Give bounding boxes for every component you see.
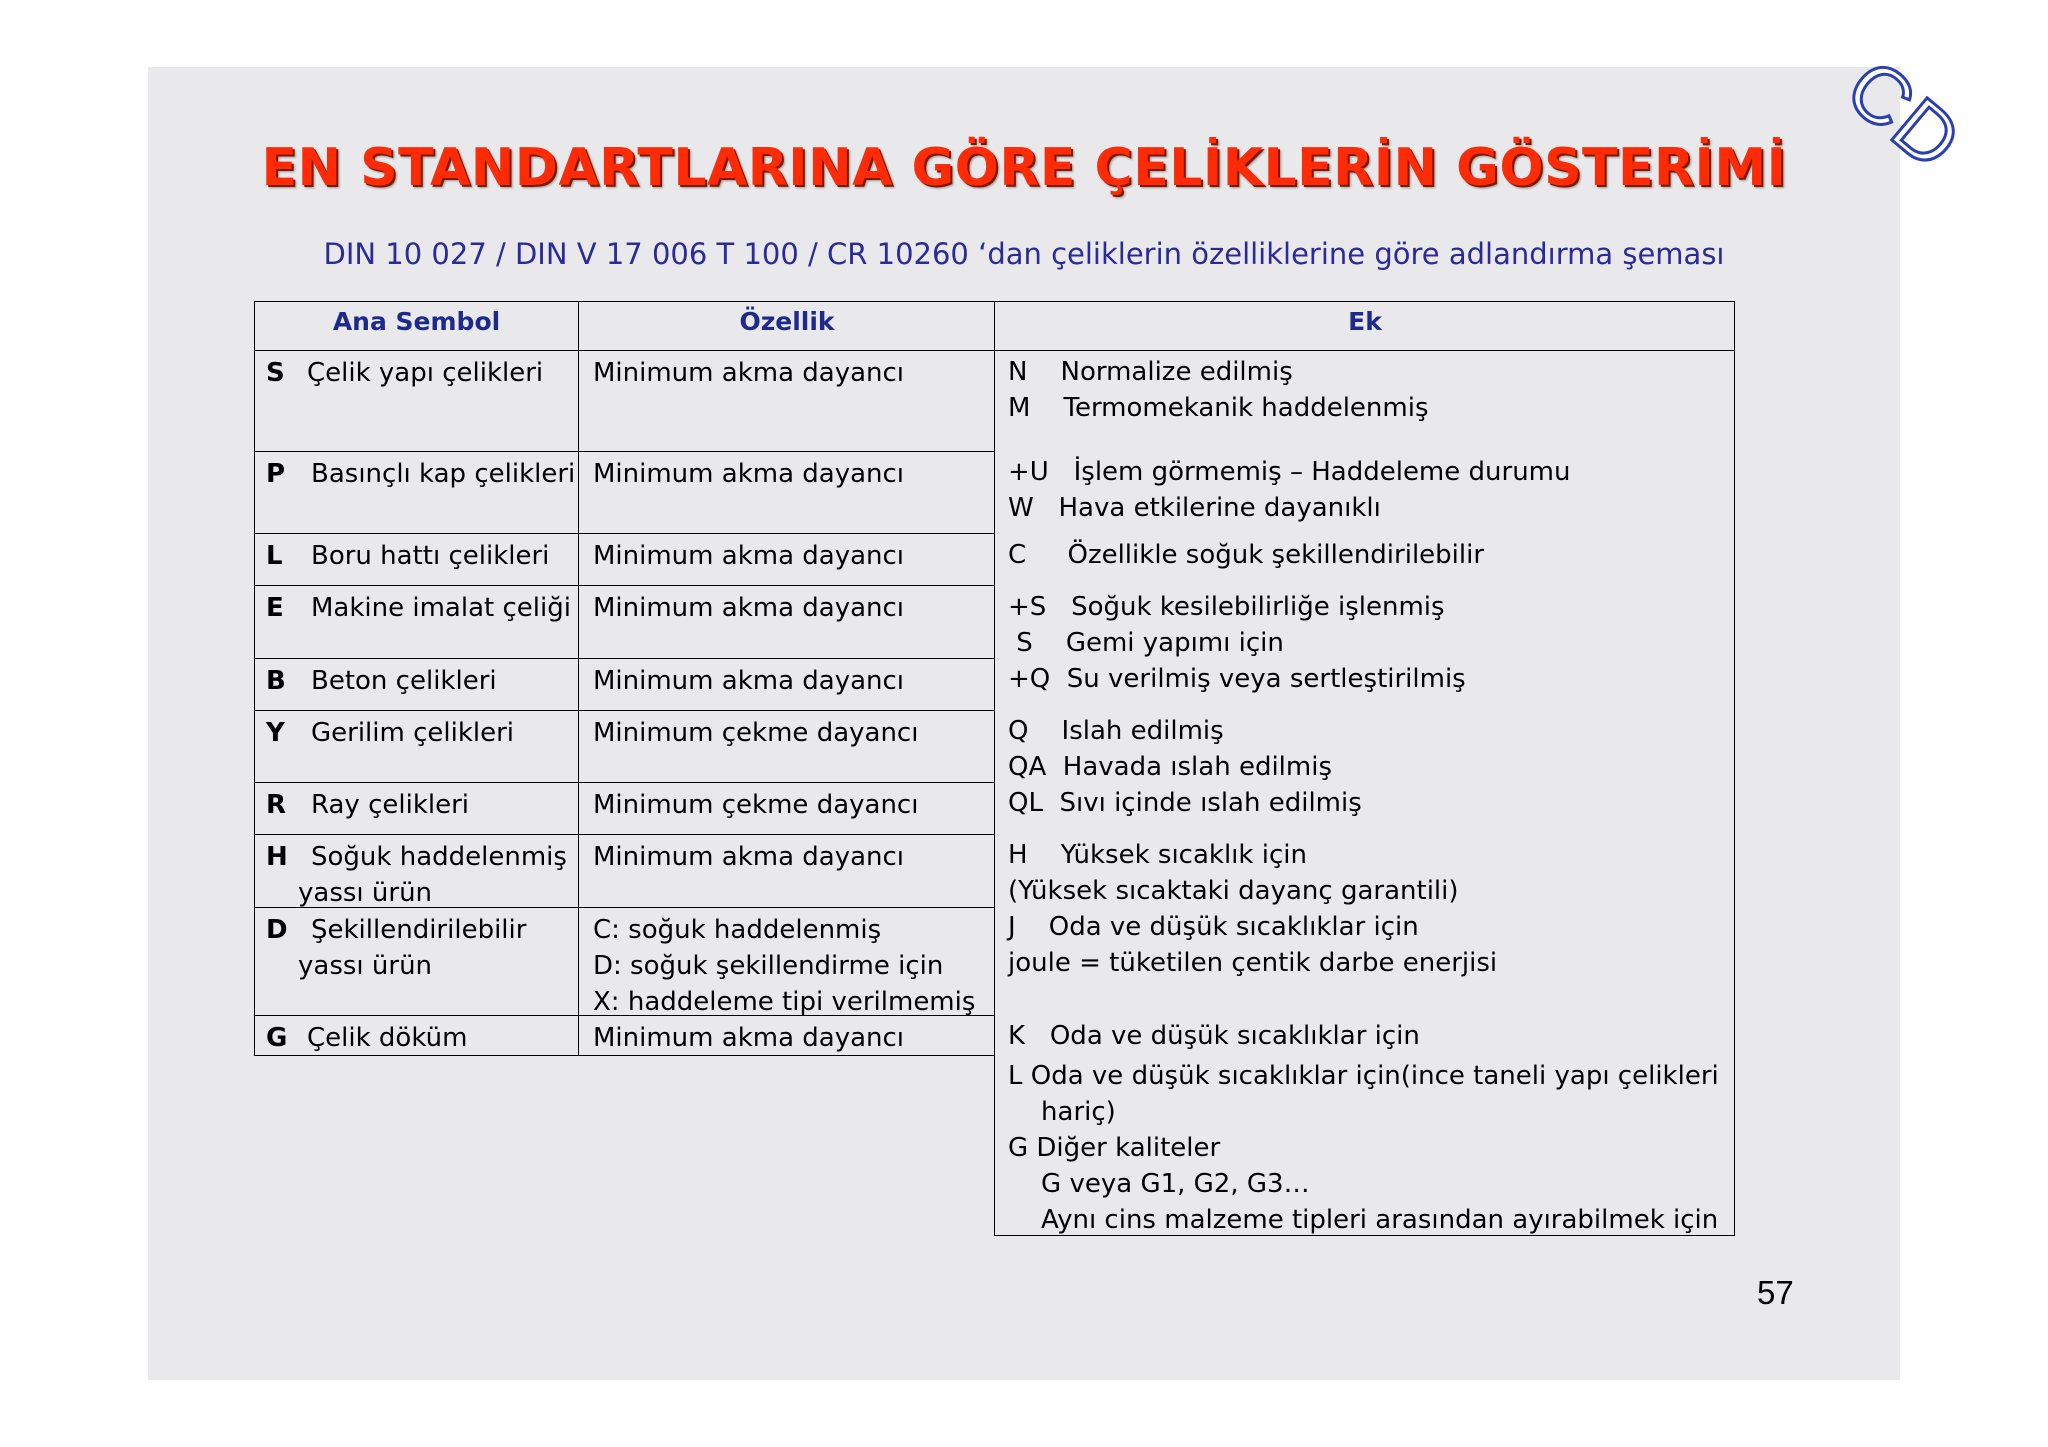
row-property: Minimum akma dayancı: [593, 541, 905, 571]
ek-line: Q Islah edilmiş: [1008, 716, 1224, 746]
row-symbol: H: [266, 842, 288, 872]
ek-line: G Diğer kaliteler: [1008, 1133, 1221, 1163]
row-property: Minimum çekme dayancı: [593, 718, 919, 748]
row-property: Minimum çekme dayancı: [593, 790, 919, 820]
ek-line: C Özellikle soğuk şekillendirilebilir: [1008, 540, 1485, 570]
ek-line: hariç): [1008, 1097, 1116, 1127]
page-number: 57: [1757, 1274, 1794, 1311]
ek-line: M Termomekanik haddelenmiş: [1008, 393, 1429, 423]
ek-line: +U İşlem görmemiş – Haddeleme durumu: [1008, 457, 1571, 487]
ek-line: S Gemi yapımı için: [1008, 628, 1284, 658]
ek-line: QA Havada ıslah edilmiş: [1008, 752, 1332, 782]
row-symbol: B: [266, 666, 286, 696]
ek-line: +Q Su verilmiş veya sertleştirilmiş: [1008, 664, 1466, 694]
ek-line: W Hava etkilerine dayanıklı: [1008, 493, 1381, 523]
column-header: Özellik: [739, 307, 835, 336]
ek-line: G veya G1, G2, G3…: [1008, 1169, 1310, 1199]
page-title: EN STANDARTLARINA GÖRE ÇELİKLERİN GÖSTERİMİ: [261, 138, 1787, 198]
row-property: X: haddeleme tipi verilmemiş: [593, 987, 976, 1017]
row-property: Minimum akma dayancı: [593, 842, 905, 872]
row-property: Minimum akma dayancı: [593, 1023, 905, 1053]
row-name-line2: yassı ürün: [298, 878, 433, 908]
column-header: Ek: [1348, 307, 1382, 336]
row-symbol: L: [266, 541, 283, 571]
row-property: Minimum akma dayancı: [593, 358, 905, 388]
ek-line: joule = tüketilen çentik darbe enerjisi: [1008, 948, 1498, 978]
row-name: Gerilim çelikleri: [311, 718, 515, 748]
cd-logo-text: CD: [1830, 42, 1979, 188]
ek-line: J Oda ve düşük sıcaklıklar için: [1008, 912, 1419, 942]
row-symbol: E: [266, 593, 284, 623]
ek-line: H Yüksek sıcaklık için: [1008, 840, 1307, 870]
ek-line: QL Sıvı içinde ıslah edilmiş: [1008, 788, 1362, 818]
row-symbol: Y: [266, 718, 285, 748]
row-property: Minimum akma dayancı: [593, 593, 905, 623]
row-name: Çelik döküm: [307, 1023, 468, 1053]
page-subtitle: DIN 10 027 / DIN V 17 006 T 100 / CR 10260 ‘dan çeliklerin özelliklerine göre adlandırma şeması: [323, 237, 1725, 271]
row-symbol: R: [266, 790, 287, 820]
row-name: Ray çelikleri: [311, 790, 470, 820]
row-symbol: D: [266, 915, 288, 945]
row-name: Beton çelikleri: [311, 666, 497, 696]
row-name: Basınçlı kap çelikleri: [311, 459, 576, 489]
row-name: Şekillendirilebilir: [311, 915, 527, 945]
row-name: Soğuk haddelenmiş: [311, 842, 567, 872]
row-property: C: soğuk haddelenmiş: [593, 915, 882, 945]
ek-line: Aynı cins malzeme tipleri arasından ayırabilmek için: [1008, 1205, 1719, 1235]
row-symbol: P: [266, 459, 286, 489]
ek-line: K Oda ve düşük sıcaklıklar için: [1008, 1021, 1420, 1051]
row-name: Çelik yapı çelikleri: [307, 358, 544, 388]
row-symbol: S: [266, 358, 285, 388]
row-property: Minimum akma dayancı: [593, 666, 905, 696]
row-property: D: soğuk şekillendirme için: [593, 951, 944, 981]
column-header: Ana Sembol: [332, 307, 501, 336]
row-property: Minimum akma dayancı: [593, 459, 905, 489]
row-name: Boru hattı çelikleri: [311, 541, 550, 571]
ek-line: N Normalize edilmiş: [1008, 357, 1293, 387]
ek-line: L Oda ve düşük sıcaklıklar için(ince taneli yapı çelikleri: [1008, 1061, 1719, 1091]
ek-line: (Yüksek sıcaktaki dayanç garantili): [1008, 876, 1459, 906]
row-symbol: G: [266, 1023, 288, 1053]
ek-line: +S Soğuk kesilebilirliğe işlenmiş: [1008, 592, 1445, 622]
row-name-line2: yassı ürün: [298, 951, 433, 981]
row-name: Makine imalat çeliği: [311, 593, 571, 623]
